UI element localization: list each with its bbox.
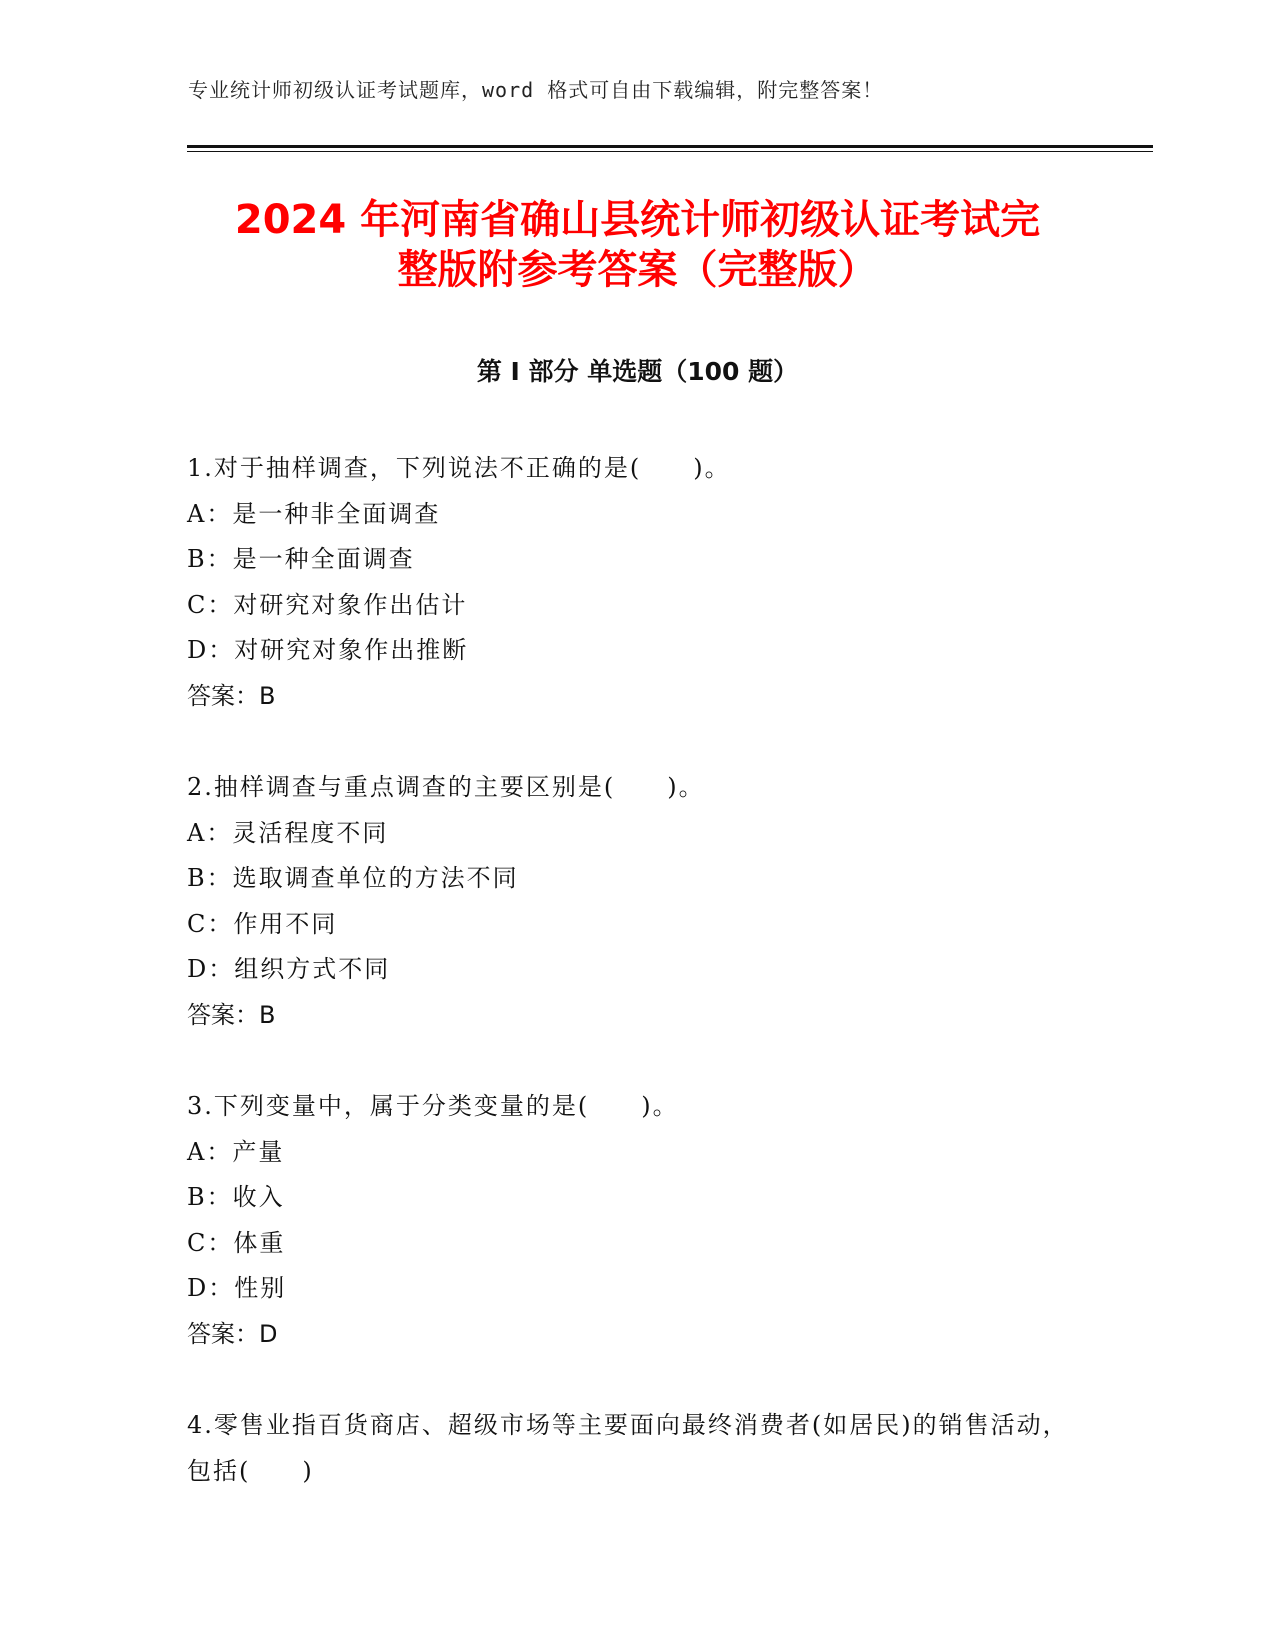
option-b: B：收入 (187, 1183, 285, 1211)
option-c: C：体重 (187, 1228, 286, 1257)
header-divider-thin (187, 151, 1153, 152)
option-b: B：是一种全面调查 (187, 545, 415, 573)
option-d: D：性别 (187, 1274, 287, 1302)
question-3 (187, 1084, 1087, 1357)
question-stem: 3.下列变量中，属于分类变量的是( )。 (187, 1092, 679, 1120)
section-heading: 第 I 部分 单选题（100 题） (476, 357, 799, 386)
question-2 (187, 765, 1087, 1038)
option-a: A：是一种非全面调查 (187, 499, 441, 528)
header-divider-thick (187, 145, 1153, 148)
question-4 (187, 1403, 1087, 1494)
document-title-line-1: 2024 年河南省确山县统计师初级认证考试完 (234, 197, 1041, 243)
option-a: A：产量 (187, 1137, 285, 1166)
answer-line: 答案：D (187, 1319, 278, 1348)
option-d: D：组织方式不同 (187, 955, 391, 983)
document-title (150, 195, 1125, 295)
option-b: B：选取调查单位的方法不同 (187, 864, 519, 892)
answer-line: 答案：B (187, 1000, 276, 1029)
option-d: D：对研究对象作出推断 (187, 636, 469, 664)
question-stem: 2.抽样调查与重点调查的主要区别是( )。 (187, 773, 705, 801)
question-list (187, 446, 1087, 1540)
answer-line: 答案：B (187, 681, 276, 710)
question-stem: 4.零售业指百货商店、超级市场等主要面向最终消费者(如居民)的销售活动，包括( ) (187, 1411, 1069, 1485)
option-a: A：灵活程度不同 (187, 818, 389, 847)
document-title-line-2: 整版附参考答案（完整版） (397, 247, 878, 293)
question-1 (187, 446, 1087, 719)
question-stem: 1.对于抽样调查，下列说法不正确的是( )。 (187, 454, 731, 482)
header-note: 专业统计师初级认证考试题库，word 格式可自由下载编辑，附完整答案！ (188, 78, 884, 102)
option-c: C：对研究对象作出估计 (187, 590, 468, 619)
option-c: C：作用不同 (187, 909, 338, 938)
